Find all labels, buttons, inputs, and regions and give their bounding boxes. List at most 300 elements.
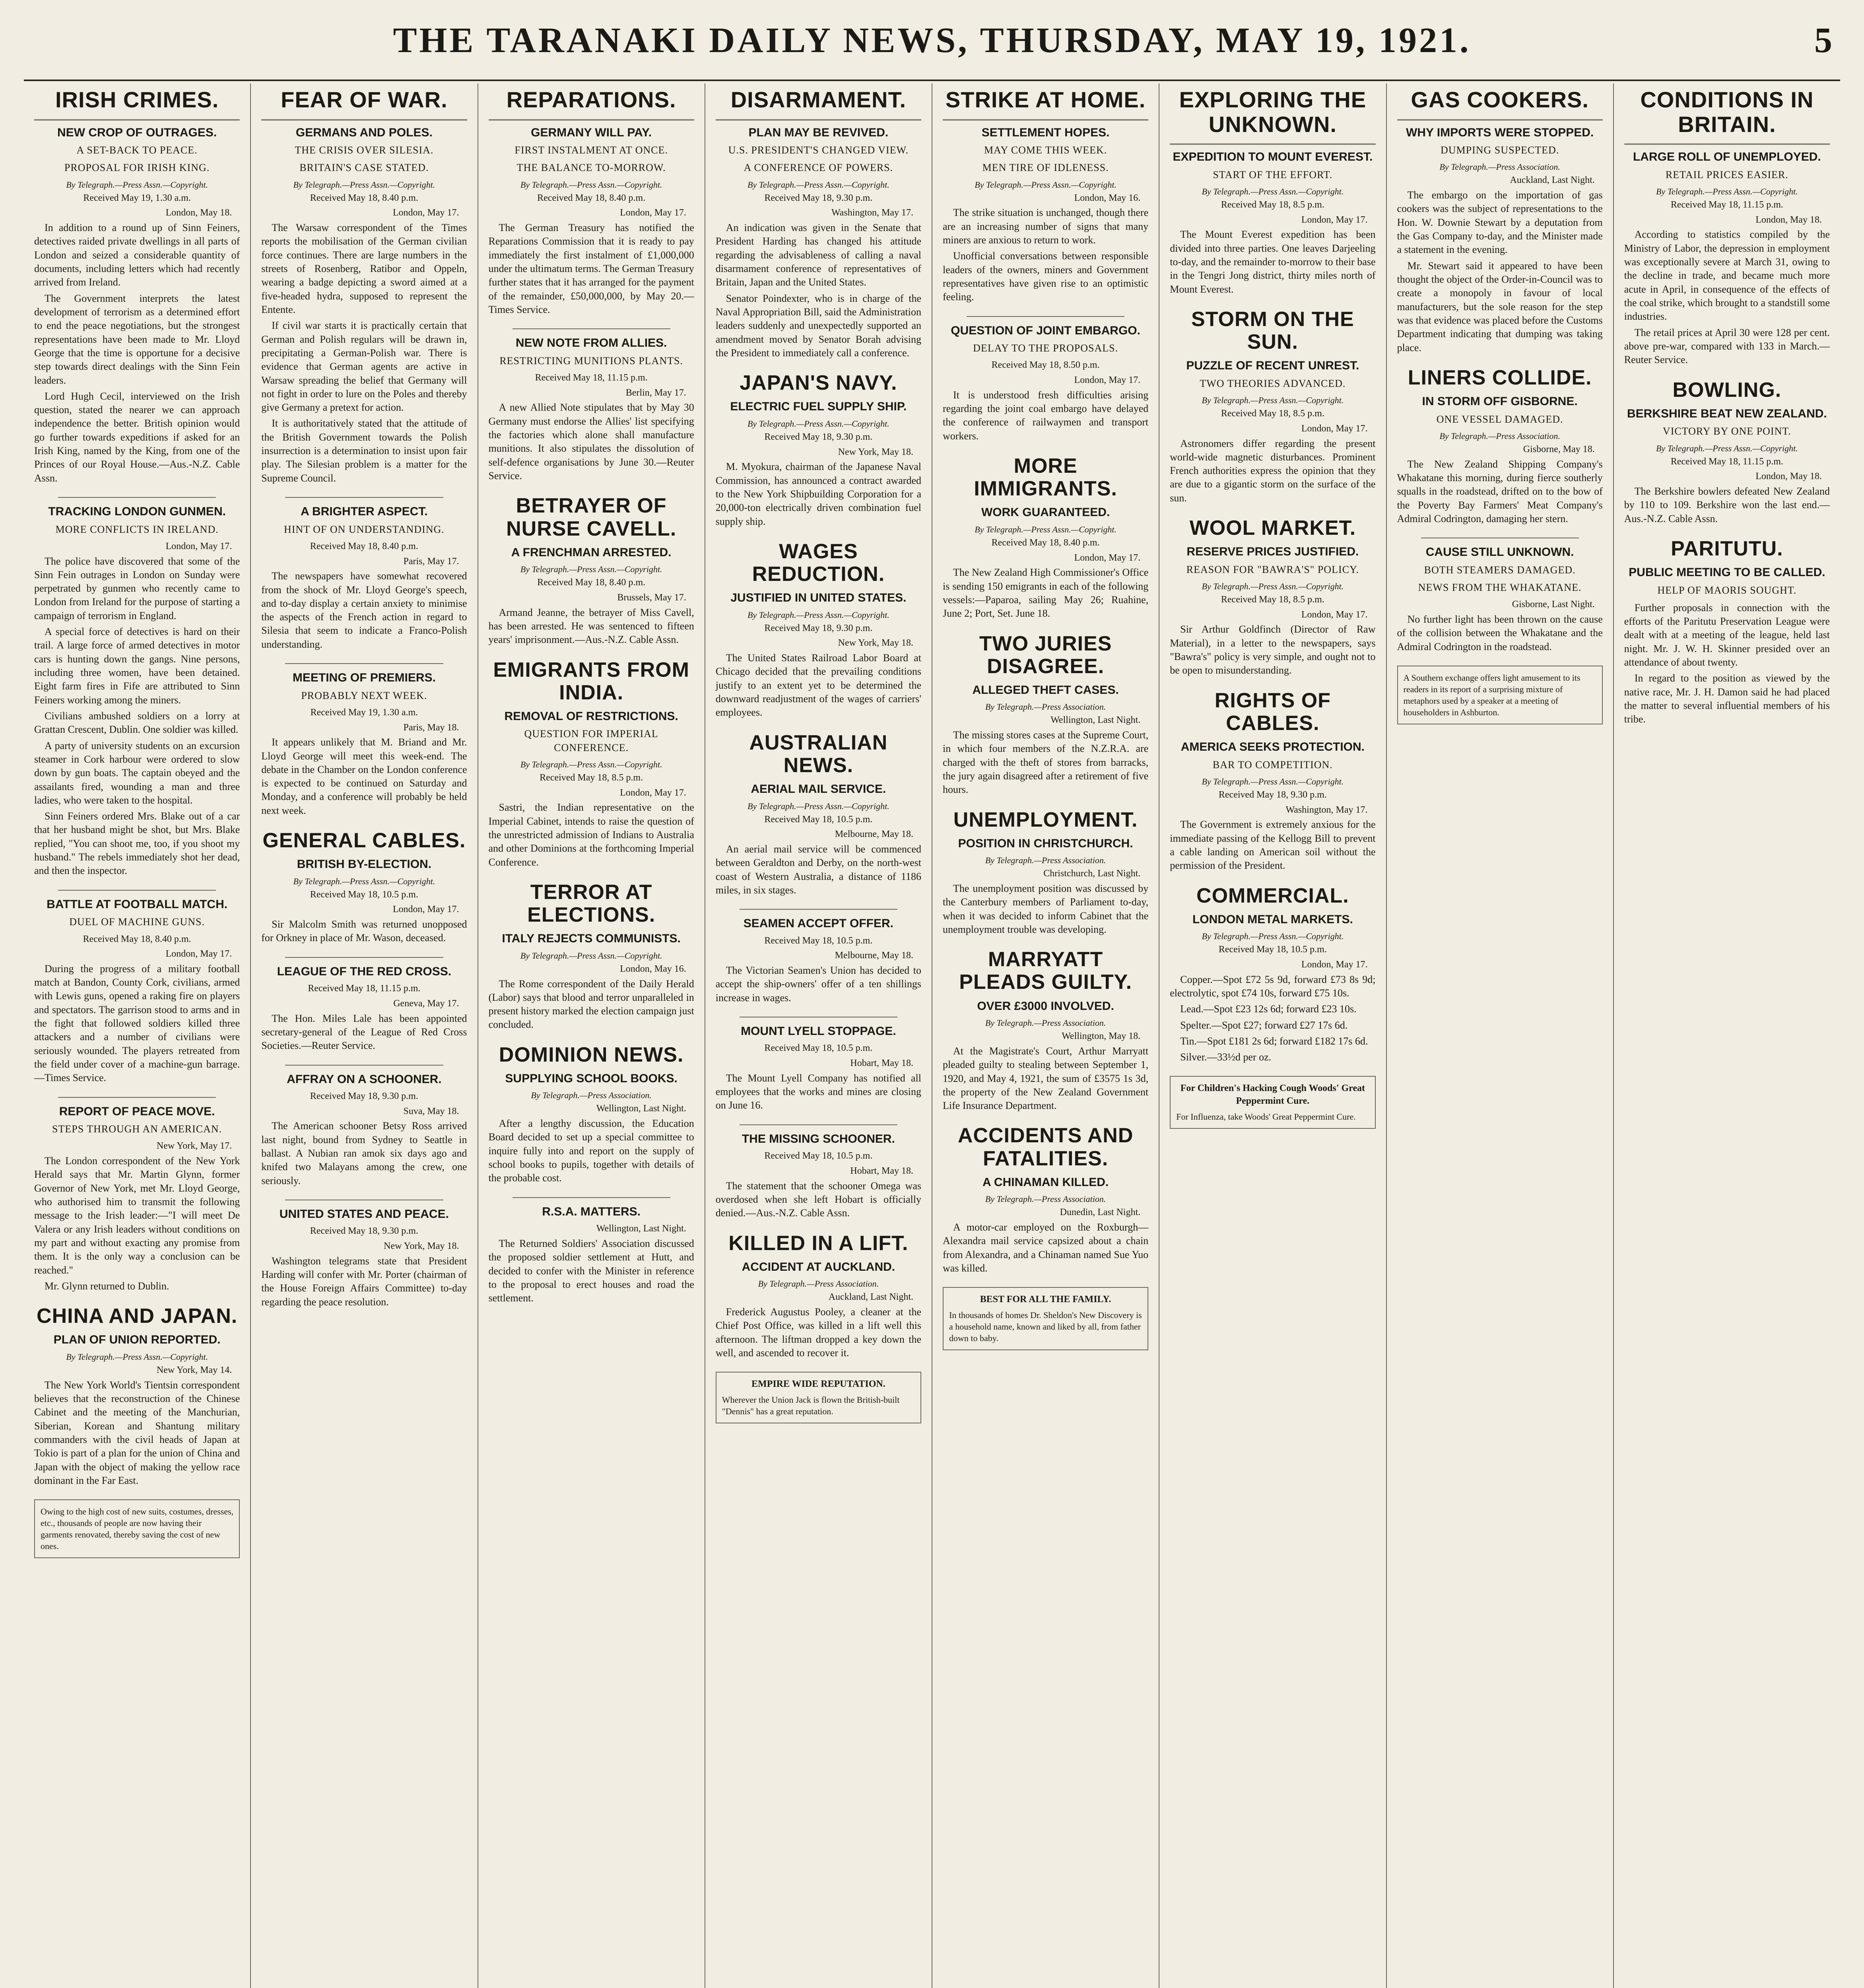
article-body [261, 918, 467, 945]
article-body [943, 882, 1148, 936]
article-body [34, 1154, 240, 1293]
article-body [489, 606, 694, 647]
paragraph: The Berkshire bowlers defeated New Zealand by 110 to 109. Berkshire won the last end.—Aus.-N.Z. Cable Assn. [1624, 485, 1830, 524]
paragraph: The Government interprets the latest development of terrorism as a determined effort to end the peace negotiations, but the strongest representations have been made to Mr. Lloyd George that the time is opportune for a decisive step towards direct dealings with the Sinn Fein leaders. [34, 292, 240, 386]
headline: PARITUTU. [1671, 537, 1783, 560]
paragraph: An indication was given in the Senate that President Harding has changed his attitude regarding the advisableness of calling a naval disarmament conference of representatives of Britain, Japan and the United States. [715, 222, 921, 288]
credit-line: By Telegraph.—Press Assn.—Copyright. [1656, 443, 1798, 453]
divider [285, 663, 443, 664]
headline: ACCIDENTS AND FATALITIES. [957, 1124, 1134, 1170]
article-body [1624, 601, 1830, 726]
deck: WHY IMPORTS WERE STOPPED. [1406, 126, 1594, 139]
paragraph: Armand Jeanne, the betrayer of Miss Cavell, has been arrested. He was sentenced to fifteen years' imprisonment.—Aus.-N.Z. Cable Assn. [488, 606, 694, 646]
paragraph: The unemployment position was discussed by the Canterbury members of Parliament to-day, when it was decided to inform Cabinet that the unemployment trouble was developing. [943, 883, 1149, 935]
paragraph: Senator Poindexter, who is in charge of the Naval Appropriation Bill, said the Administration leaders suddenly and unexpectedly supported an amendment moved by Senator Borah advising the President to immediately call a conference. [715, 292, 921, 359]
article-body [943, 206, 1148, 304]
article-body [716, 460, 921, 528]
deck: SUPPLYING SCHOOL BOOKS. [505, 1072, 678, 1085]
article-body [261, 736, 467, 817]
deck: A CONFERENCE OF POWERS. [744, 162, 893, 174]
article-body [1170, 228, 1375, 296]
article [489, 495, 694, 646]
article-body [261, 1119, 467, 1188]
credit-line: By Telegraph.—Press Association. [985, 855, 1106, 866]
paragraph: The Victorian Seamen's Union has decided to accept the ship-owners' offer of a ten shillings increase in wages. [715, 965, 921, 1004]
headline: CONDITIONS IN BRITAIN. [1624, 87, 1830, 145]
dateline: London, May 17. [165, 541, 232, 551]
article [1170, 87, 1375, 296]
divider [513, 1197, 670, 1198]
article [261, 829, 467, 945]
dateline: London, May 18. [1755, 471, 1822, 482]
article-body [261, 221, 467, 485]
deck: PROBABLY NEXT WEEK. [301, 689, 427, 701]
dateline: New York, May 18. [838, 638, 913, 648]
article-body [261, 569, 467, 651]
article [1624, 87, 1830, 367]
received-line: Received May 18, 8.40 p.m. [83, 934, 191, 944]
ad-text: Wherever the Union Jack is flown the British-built "Dennis" has a great reputation. [722, 1394, 900, 1416]
headline: GAS COOKERS. [1397, 87, 1603, 120]
dateline: Melbourne, May 18. [835, 829, 913, 840]
credit-line: By Telegraph.—Press Assn.—Copyright. [520, 564, 662, 575]
deck: MOUNT LYELL STOPPAGE. [741, 1024, 896, 1038]
headline: EMIGRANTS FROM INDIA. [493, 658, 689, 704]
deck: OVER £3000 INVOLVED. [977, 999, 1114, 1013]
received-line: Received May 18, 8.40 p.m. [310, 541, 418, 551]
credit-line: By Telegraph.—Press Assn.—Copyright. [1656, 186, 1798, 196]
dateline: Gisborne, Last Night. [1512, 599, 1595, 610]
dateline: London, May 17. [392, 208, 459, 218]
dateline: Washington, May 17. [1285, 804, 1368, 815]
article-body [716, 964, 921, 1005]
columns [24, 83, 1840, 1988]
paragraph: Further proposals in connection with the efforts of the Paritutu Preservation League were dealt with at a meeting of the league, held last night. Mr. J. W. H. Skinner presided over an attendance of about twenty. [1624, 602, 1830, 668]
headline: UNEMPLOYMENT. [953, 808, 1138, 831]
paragraph: It is authoritatively stated that the attitude of the British Government towards the Polish insurrection is a determination to insist upon fair play. The Silesian problem is a matter for the Supreme Council. [261, 417, 467, 484]
credit-line: By Telegraph.—Press Assn.—Copyright. [293, 179, 435, 190]
credit-line: By Telegraph.—Press Association. [985, 1018, 1106, 1028]
received-line: Received May 18, 11.15 p.m. [308, 983, 421, 994]
headline: STRIKE AT HOME. [943, 87, 1148, 120]
dateline: London, May 17. [165, 949, 232, 959]
article-body [34, 555, 240, 878]
article [943, 948, 1148, 1112]
paragraph: Silver.—33½d per oz. [1180, 1051, 1272, 1063]
article [943, 316, 1148, 443]
deck: PLAN OF UNION REPORTED. [53, 1333, 221, 1347]
article [1624, 379, 1830, 526]
news-column [251, 83, 478, 1988]
headline: IRISH CRIMES. [34, 87, 240, 120]
dateline: London, May 17. [1301, 959, 1368, 970]
article [489, 1197, 694, 1305]
deck: BRITISH BY-ELECTION. [297, 858, 432, 871]
dateline: Christchurch, Last Night. [1043, 868, 1141, 879]
deck: MEN TIRE OF IDLENESS. [982, 162, 1109, 174]
deck: BATTLE AT FOOTBALL MATCH. [47, 897, 228, 911]
article [261, 497, 467, 651]
headline: COMMERCIAL. [1196, 884, 1349, 907]
deck: GERMANS AND POLES. [295, 126, 433, 139]
paragraph: In regard to the position as viewed by the native race, Mr. J. H. Damon said he had placed the matter to several influential members of his tribe. [1624, 672, 1830, 725]
divider [285, 957, 443, 958]
dateline: Hobart, May 18. [850, 1165, 913, 1176]
news-column [24, 83, 251, 1988]
ad-title: EMPIRE WIDE REPUTATION. [751, 1379, 885, 1390]
dateline: London, May 17. [620, 208, 686, 218]
credit-line: By Telegraph.—Press Association. [1439, 431, 1560, 441]
deck: RETAIL PRICES EASIER. [1665, 169, 1788, 181]
received-line: Received May 18, 8.5 p.m. [1221, 408, 1324, 419]
paragraph: Lead.—Spot £23 12s 6d; forward £23 10s. [1180, 1003, 1357, 1015]
news-column [932, 83, 1159, 1988]
paragraph: The Mount Lyell Company has notified all employees that the works and mines are closing on June 16. [715, 1072, 921, 1111]
deck: BERKSHIRE BEAT NEW ZEALAND. [1627, 407, 1827, 420]
paragraph: The Government is extremely anxious for the immediate passing of the Kellogg Bill to prevent a cable landing on American soil without the permission of the President. [1170, 819, 1376, 872]
deck: PUZZLE OF RECENT UNREST. [1186, 359, 1359, 373]
article-body [261, 1012, 467, 1053]
deck: AERIAL MAIL SERVICE. [751, 782, 886, 796]
article [716, 1017, 921, 1112]
deck: BAR TO COMPETITION. [1212, 759, 1333, 771]
deck: LONDON METAL MARKETS. [1192, 912, 1353, 926]
deck: LARGE ROLL OF UNEMPLOYED. [1633, 150, 1821, 164]
article-body [943, 728, 1148, 797]
article [716, 1232, 921, 1360]
deck: A FRENCHMAN ARRESTED. [511, 546, 672, 559]
received-line: Received May 18, 8.40 p.m. [991, 537, 1100, 548]
deck: A BRIGHTER ASPECT. [301, 505, 428, 518]
article-body [1170, 437, 1375, 505]
article [1170, 885, 1375, 1064]
dateline: Suva, May 18. [403, 1106, 459, 1116]
news-column [705, 83, 932, 1988]
headline: BOWLING. [1672, 378, 1782, 402]
received-line: Received May 18, 11.15 p.m. [1670, 200, 1783, 210]
paragraph: A party of university students on an excursion steamer in Cork harbour were ordered to slow down by gun boats. The captain obeyed and the assailants fired, wounding a man and three ladies, who were taken to the hospital. [34, 740, 240, 806]
received-line: Received May 18, 8.5 p.m. [1221, 594, 1324, 605]
article [943, 809, 1148, 937]
received-line: Received May 18, 10.5 p.m. [764, 1151, 873, 1161]
article-body [1397, 188, 1603, 355]
article-body [716, 1179, 921, 1220]
paragraph: The New York World's Tientsin correspondent believes that the reconstruction of the Chinese Cabinet and the meeting of the Manchurian, Siberian, Korean and Shantung military commanders with the civil heads of Japan at Tokio is part of a plan for the union of China and Japan with the object of making the yellow race dominant in the Far East. [34, 1379, 240, 1486]
paragraph: The statement that the schooner Omega was overdosed when she left Hobart is officially denied.—Aus.-N.Z. Cable Assn. [715, 1180, 921, 1219]
deck: MAY COME THIS WEEK. [984, 144, 1107, 156]
paragraph: No further light has been thrown on the cause of the collision between the Whakatane and the Admiral Codrington in the roadstead. [1397, 613, 1603, 652]
paragraph: Civilians ambushed soldiers on a lorry at Grattan Crescent, Dublin. One soldier was killed. [34, 710, 240, 736]
article-body [489, 977, 694, 1032]
paragraph: The Rome correspondent of the Daily Herald (Labor) says that blood and terror unparalleled in present history marked the election campaign just concluded. [488, 978, 694, 1031]
deck: NEW CROP OF OUTRAGES. [57, 126, 217, 139]
credit-line: By Telegraph.—Press Assn.—Copyright. [748, 418, 889, 429]
deck: MORE CONFLICTS IN IRELAND. [55, 523, 219, 535]
dateline: London, May 16. [620, 963, 686, 974]
article-body [943, 1221, 1148, 1275]
article-body [34, 962, 240, 1085]
dateline: Dunedin, Last Night. [1060, 1207, 1141, 1218]
article [261, 957, 467, 1053]
news-column [1387, 83, 1614, 1988]
credit-line: By Telegraph.—Press Assn.—Copyright. [520, 950, 662, 961]
deck: THE CRISIS OVER SILESIA. [295, 144, 434, 156]
deck: ACCIDENT AT AUCKLAND. [742, 1260, 895, 1274]
dateline: London, May 17. [1074, 375, 1141, 386]
paragraph: Sastri, the Indian representative on the Imperial Cabinet, intends to raise the question of the unrestricted admission of Indians to Australia and other Dominions at the forthcoming Imperial Conference. [488, 802, 694, 868]
article [716, 1124, 921, 1220]
ad-text: For Influenza, take Woods' Great Peppermint Cure. [1176, 1111, 1356, 1122]
article-body [489, 1237, 694, 1305]
headline: DOMINION NEWS. [499, 1043, 684, 1066]
deck: IN STORM OFF GISBORNE. [1422, 395, 1578, 408]
credit-line: By Telegraph.—Press Assn.—Copyright. [520, 759, 662, 769]
paragraph: Mr. Glynn returned to Dublin. [45, 1280, 169, 1292]
article [716, 732, 921, 897]
article [34, 1097, 240, 1293]
credit-line: By Telegraph.—Press Association. [1439, 162, 1560, 172]
article [943, 87, 1148, 304]
deck: DUEL OF MACHINE GUNS. [69, 916, 205, 928]
deck: BRITAIN'S CASE STATED. [299, 162, 429, 174]
paragraph: The newspapers have somewhat recovered from the shock of Mr. Lloyd George's speech, and to-day display a certain anxiety to minimise the aspects of the French action in regard to Silesia that seem to indicate a Franco-Polish understanding. [261, 570, 467, 650]
article [261, 663, 467, 817]
article [34, 1305, 240, 1487]
paragraph: At the Magistrate's Court, Arthur Marryatt pleaded guilty to stealing between September 1, 1920, and May 4, 1921, the sum of £3575 1s 3d, the property of the New Zealand Government Life Insurance Department. [943, 1045, 1149, 1112]
deck: THE BALANCE TO-MORROW. [516, 162, 666, 174]
article [261, 1200, 467, 1309]
article-body [489, 1117, 694, 1185]
article-body [489, 221, 694, 316]
article [716, 540, 921, 720]
dateline: New York, May 17. [156, 1141, 232, 1151]
advertisement [943, 1287, 1148, 1350]
article-body [261, 1254, 467, 1309]
credit-line: By Telegraph.—Press Assn.—Copyright. [520, 179, 662, 190]
received-line: Received May 18, 10.5 p.m. [764, 1043, 873, 1054]
advertisement [1170, 1076, 1375, 1128]
article-body [1397, 613, 1603, 654]
article [1170, 689, 1375, 873]
credit-line: By Telegraph.—Press Association. [758, 1279, 879, 1289]
dateline: Auckland, Last Night. [1510, 175, 1595, 186]
article [716, 372, 921, 528]
dateline: Melbourne, May 18. [835, 950, 913, 961]
divider [58, 890, 216, 891]
received-line: Received May 18, 8.50 p.m. [991, 360, 1100, 371]
paragraph: The Warsaw correspondent of the Times reports the mobilisation of the German civilian force continues. There are large numbers in the streets of Rosenberg, Ratibor and Oppeln, wearing a badge depicting a sword aimed at a five-headed hydra, supposed to represent the Entente. [261, 222, 467, 315]
received-line: Received May 18, 11.15 p.m. [1670, 456, 1783, 467]
received-line: Received May 18, 10.5 p.m. [764, 935, 873, 946]
article [716, 87, 921, 360]
deck: STEPS THROUGH AN AMERICAN. [52, 1123, 222, 1135]
paragraph: According to statistics compiled by the Ministry of Labor, the depression in employment was exceptionally severe at March 31, owing to the decline in trade, and became much more acute in April, in consequence of the effects of the coal strike, which brought to a standstill some industries. [1624, 229, 1830, 322]
received-line: Received May 18, 10.5 p.m. [310, 889, 418, 900]
advertisement [716, 1372, 921, 1423]
credit-line: By Telegraph.—Press Assn.—Copyright. [1202, 581, 1344, 592]
dateline: Brussels, May 17. [617, 592, 686, 603]
news-column [1159, 83, 1386, 1988]
deck: QUESTION OF JOINT EMBARGO. [951, 324, 1140, 337]
paragraph: M. Myokura, chairman of the Japanese Naval Commission, has announced a contract awarded to the New York Shipbuilding Corporation for a 20,000-ton electrically driven combination fuel supply ship. [715, 461, 921, 527]
deck: UNITED STATES AND PEACE. [279, 1207, 449, 1221]
masthead [24, 12, 1840, 81]
dateline: London, May 17. [1301, 609, 1368, 620]
article-body [1170, 818, 1375, 872]
headline: JAPAN'S NAVY. [740, 371, 897, 395]
paragraph: The American schooner Betsy Ross arrived last night, bound from Sydney to Seattle in ballast. A Nubian ran amok six days ago and knifed two Malayans among the crew, one seriously. [261, 1120, 467, 1186]
deck: U.S. PRESIDENT'S CHANGED VIEW. [728, 144, 909, 156]
received-line: Received May 18, 9.30 p.m. [764, 623, 873, 633]
article-body [1624, 228, 1830, 367]
dateline: Geneva, May 17. [393, 998, 459, 1009]
divider [285, 1065, 443, 1066]
ad-text: A Southern exchange offers light amusement to its readers in its report of a surprising mixture of metaphors used by a speaker at a meeting of householders in Ashburton. [1403, 672, 1581, 717]
paragraph: Washington telegrams state that President Harding will confer with Mr. Porter (chairman of the House Foreign Affairs Committee) to-day regarding the peace resolution. [261, 1255, 467, 1308]
ad-title: BEST FOR ALL THE FAMILY. [980, 1294, 1111, 1305]
paragraph: The Hon. Miles Lale has been appointed secretary-general of the League of Red Cross Societies.—Reuter Service. [261, 1012, 467, 1052]
article [1170, 308, 1375, 505]
divider [967, 316, 1124, 317]
paragraph: If civil war starts it is practically certain that German and Polish regulars will be drawn in, precipitating a German-Polish war. There is evidence that German agents are active in Warsaw spreading the belief that Germany will not fight in order to lure on the Poles and thereby give Germany a pretext for action. [261, 320, 467, 414]
article [1624, 538, 1830, 726]
deck: DUMPING SUSPECTED. [1440, 144, 1559, 156]
article-body [1624, 485, 1830, 526]
deck: RESTRICTING MUNITIONS PLANTS. [499, 355, 683, 367]
credit-line: By Telegraph.—Press Assn.—Copyright. [66, 1351, 208, 1362]
deck: REMOVAL OF RESTRICTIONS. [504, 709, 678, 723]
headline: STORM ON THE SUN. [1191, 307, 1354, 354]
paragraph: The strike situation is unchanged, though there are an increasing number of signs that many miners are anxious to return to work. [943, 207, 1149, 246]
deck: HINT OF ON UNDERSTANDING. [283, 523, 445, 535]
credit-line: By Telegraph.—Press Association. [985, 1194, 1106, 1204]
article [489, 881, 694, 1032]
paragraph: A new Allied Note stipulates that by May 30 Germany must endorse the Allies' list specifying the factories which alone shall manufacture munitions. It also stipulates the dissolution of self-defence organisations by June 30.—Reuter Service. [488, 402, 694, 481]
headline: MARRYATT PLEADS GUILTY. [959, 948, 1132, 994]
divider [513, 328, 670, 329]
dateline: New York, May 14. [156, 1365, 232, 1375]
paragraph: The missing stores cases at the Supreme Court, in which four members of the N.Z.R.A. are charged with the theft of stores from barracks, the jury again disagreed after a retirement of five hours. [943, 729, 1149, 796]
deck: POSITION IN CHRISTCHURCH. [958, 837, 1133, 850]
received-line: Received May 18, 8.5 p.m. [540, 773, 643, 783]
paragraph: The German Treasury has notified the Reparations Commission that it is ready to pay immediately the first instalment of £1,000,000 under the ultimatum terms. The German Treasury further states that it has arranged for the payment of the remainder, £50,000,000, by May 20.—Times Service. [488, 222, 694, 315]
dateline: Paris, May 18. [403, 722, 459, 733]
deck: NEWS FROM THE WHAKATANE. [1418, 581, 1582, 593]
dateline: Gisborne, May 18. [1523, 444, 1595, 454]
paragraph: Lord Hugh Cecil, interviewed on the Irish question, stated the nearer we can approach independence the better. British opinion would go further towards expeditions if asked for an Irish King, named by the King, from one of the Princes of our Royal House.—Aus.-N.Z. Cable Assn. [34, 390, 240, 484]
article-body [943, 566, 1148, 620]
dateline: Hobart, May 18. [850, 1058, 913, 1069]
paragraph: The New Zealand Shipping Company's Whakatane this morning, during fierce southerly squalls in the roadstead, drifted on to the bow of the Poverty Bay Farmers' Meat Company's Admiral Codrington, damaging her stern. [1397, 458, 1603, 524]
received-line: Received May 18, 8.40 p.m. [537, 192, 646, 203]
dateline: London, May 17. [1301, 423, 1368, 434]
news-column [478, 83, 705, 1988]
article [1170, 517, 1375, 678]
deck: BOTH STEAMERS DAMAGED. [1424, 564, 1576, 576]
article [489, 328, 694, 483]
headline: RIGHTS OF CABLES. [1214, 689, 1331, 735]
dateline: Washington, May 17. [831, 208, 913, 218]
deck: SETTLEMENT HOPES. [981, 126, 1110, 139]
deck: ITALY REJECTS COMMUNISTS. [502, 932, 681, 945]
article [716, 909, 921, 1005]
article-body [716, 843, 921, 897]
paragraph: Unofficial conversations between responsible leaders of the owners, miners and Government representatives have given rise to an optimistic feeling. [943, 250, 1149, 303]
dateline: Wellington, May 18. [1062, 1031, 1141, 1042]
headline: FEAR OF WAR. [261, 87, 467, 120]
article-body [1397, 458, 1603, 526]
headline: DISARMAMENT. [716, 87, 921, 120]
deck: NEW NOTE FROM ALLIES. [515, 336, 667, 350]
paragraph: Copper.—Spot £72 5s 9d, forward £73 8s 9d; electrolytic, spot £74 10s, forward £75 10s. [1170, 973, 1376, 999]
received-line: Received May 18, 9.30 p.m. [310, 1091, 418, 1102]
article [34, 87, 240, 485]
advertisement [34, 1499, 240, 1558]
deck: WORK GUARANTEED. [981, 506, 1110, 519]
dateline: London, May 17. [1074, 552, 1141, 563]
article [1397, 367, 1603, 526]
credit-line: By Telegraph.—Press Association. [985, 702, 1106, 712]
article-body [943, 1044, 1148, 1113]
paragraph: Frederick Augustus Pooley, a cleaner at the Chief Post Office, was killed in a lift well this afternoon. The liftman dropped a key down the well, and ascended to recover it. [715, 1306, 921, 1359]
deck: MEETING OF PREMIERS. [292, 671, 436, 685]
deck: RESERVE PRICES JUSTIFIED. [1186, 545, 1359, 559]
deck: AFFRAY ON A SCHOONER. [287, 1072, 442, 1086]
dateline: New York, May 18. [384, 1241, 459, 1252]
article-body [716, 221, 921, 360]
deck: VICTORY BY ONE POINT. [1662, 425, 1791, 437]
article-body [34, 221, 240, 485]
credit-line: By Telegraph.—Press Assn.—Copyright. [975, 524, 1116, 534]
deck: QUESTION FOR IMPERIAL CONFERENCE. [524, 728, 658, 753]
credit-line: By Telegraph.—Press Assn.—Copyright. [975, 179, 1116, 190]
received-line: Received May 19, 1.30 a.m. [310, 707, 418, 718]
paragraph: The retail prices at April 30 were 128 per cent. above pre-war, compared with 133 in March.—Reuter Service. [1624, 326, 1830, 366]
received-line: Received May 18, 9.30 p.m. [310, 1226, 418, 1237]
headline: BETRAYER OF NURSE CAVELL. [506, 494, 677, 540]
paragraph: Tin.—Spot £181 2s 6d; forward £182 17s 6d. [1180, 1035, 1368, 1047]
divider [285, 497, 443, 498]
paragraph: It appears unlikely that M. Briand and Mr. Lloyd George will meet this week-end. The debate in the Chamber on the London conference is expected to be continued on Saturday and Monday, and a conference will probably be held next week. [261, 736, 467, 816]
headline: EXPLORING THE UNKNOWN. [1170, 87, 1375, 145]
paragraph: The London correspondent of the New York Herald says that Mr. Martin Glynn, former Governor of New York, met Mr. Lloyd George, who authorised him to transmit the following message to the Irish leader:—"I will meet De Valera or any Irish leaders without conditions on my part and without exacting any promise from them. It is the only way a conclusion can be reached." [34, 1155, 240, 1276]
paragraph: The police have discovered that some of the Sinn Fein outrages in London on Sunday were perpetrated by gunmen who recently came to London from Ireland for the purpose of starting a campaign of terrorism in England. [34, 555, 240, 621]
paragraph: A special force of detectives is hard on their trail. A large force of armed detectives in motor cars is hunting down the gangs. Nine persons, including three women, have been detained. Eight farm fires in Fife are attributed to Sinn Feiners working among the miners. [34, 626, 240, 706]
masthead-title: THE TARANAKI DAILY NEWS, THURSDAY, MAY 19, 1921. [393, 21, 1471, 60]
headline: KILLED IN A LIFT. [728, 1231, 909, 1255]
received-line: Received May 18, 8.5 p.m. [1221, 200, 1324, 210]
article-body [943, 388, 1148, 443]
headline: REPARATIONS. [489, 87, 694, 120]
credit-line: By Telegraph.—Press Assn.—Copyright. [1202, 931, 1344, 942]
page-number: 5 [1814, 21, 1832, 60]
deck: TWO THEORIES ADVANCED. [1200, 377, 1346, 389]
advertisement [1397, 666, 1603, 724]
deck: CAUSE STILL UNKNOWN. [1425, 546, 1574, 559]
article [943, 1124, 1148, 1275]
paragraph: The Returned Soldiers' Association discussed the proposed soldier settlement at Hutt, and decided to confer with the Minister in reference to the proposal to erect houses and road the settlement. [488, 1237, 694, 1304]
headline: TERROR AT ELECTIONS. [527, 880, 656, 927]
deck: START OF THE EFFORT. [1213, 169, 1333, 181]
article [943, 633, 1148, 797]
credit-line: By Telegraph.—Press Assn.—Copyright. [1202, 776, 1344, 786]
article-body [1170, 973, 1375, 1064]
ad-text: In thousands of homes Dr. Sheldon's New Discovery is a household name, known and liked by all, from father down to baby. [949, 1310, 1142, 1343]
paragraph: Sir Malcolm Smith was returned unopposed for Orkney in place of Mr. Wason, deceased. [261, 918, 467, 944]
received-line: Received May 18, 10.5 p.m. [764, 814, 873, 825]
article-body [489, 801, 694, 869]
dateline: London, May 18. [1755, 214, 1822, 225]
